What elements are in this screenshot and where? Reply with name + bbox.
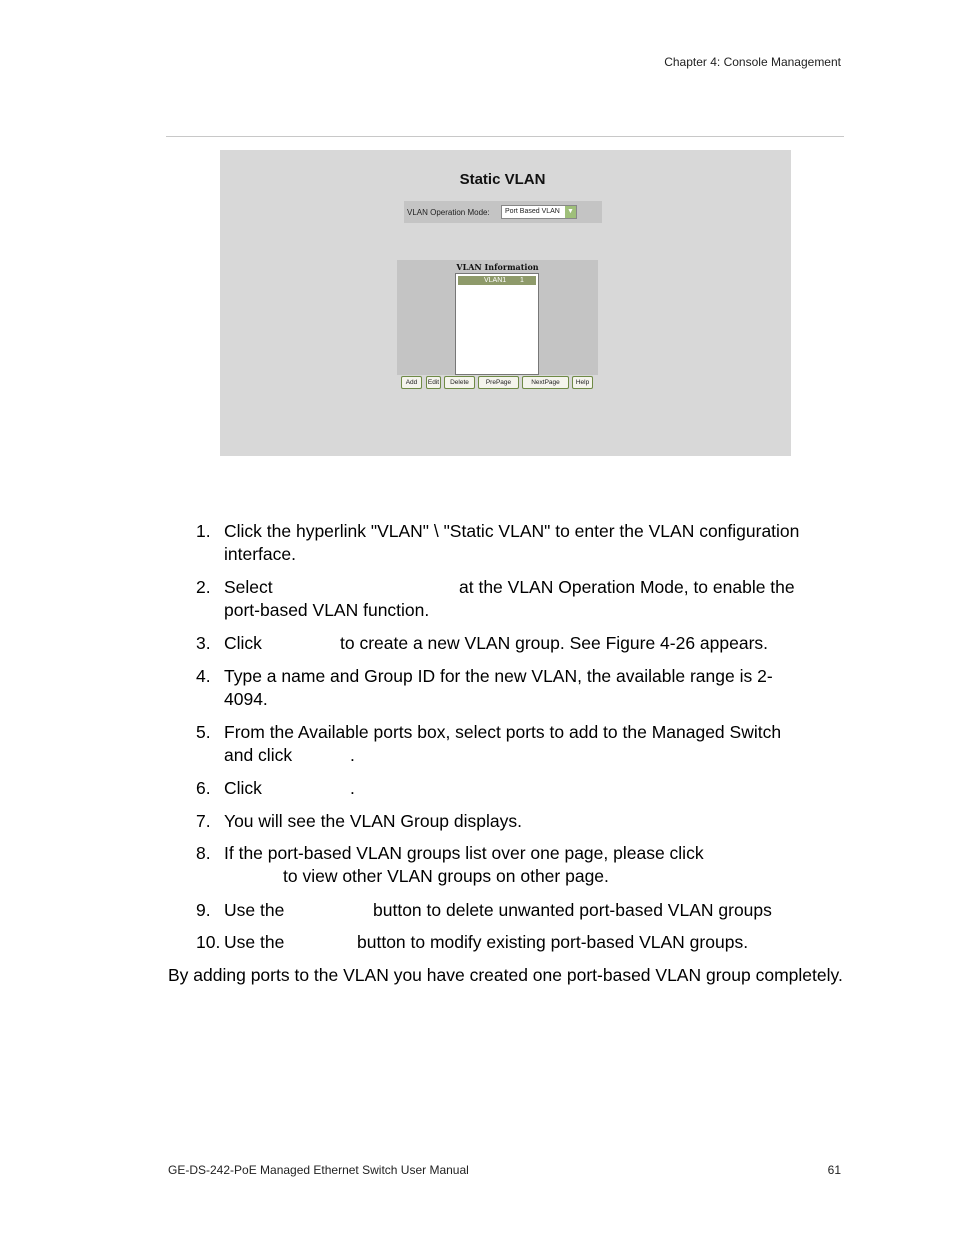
header-divider — [166, 136, 844, 137]
vlan-information-panel — [397, 260, 598, 375]
vlan-listbox[interactable] — [455, 273, 539, 375]
footer-page-number: 61 — [827, 1163, 841, 1177]
delete-button[interactable]: Delete — [444, 376, 475, 389]
vlan-list-item[interactable] — [458, 276, 536, 285]
help-button[interactable]: Help — [572, 376, 593, 389]
screenshot-title: Static VLAN — [459, 171, 546, 188]
vlan-mode-select[interactable] — [501, 205, 577, 219]
footer-manual-title: GE-DS-242-PoE Managed Ethernet Switch User Manual — [168, 1163, 469, 1177]
vlan-mode-bar — [404, 201, 602, 223]
vlan-id: 1 — [520, 277, 524, 284]
vlan-name: VLAN1 — [484, 277, 507, 284]
vlan-mode-label: VLAN Operation Mode: — [407, 208, 490, 217]
vlan-mode-value: Port Based VLAN — [505, 208, 560, 215]
static-vlan-screenshot — [220, 150, 791, 456]
chevron-down-icon[interactable]: ▼ — [565, 206, 576, 218]
vlan-information-title: VLAN Information — [456, 262, 539, 272]
nextpage-button[interactable]: NextPage — [522, 376, 569, 389]
chapter-header: Chapter 4: Console Management — [664, 55, 841, 69]
add-button[interactable]: Add — [401, 376, 422, 389]
prepage-button[interactable]: PrePage — [478, 376, 519, 389]
edit-button[interactable]: Edit — [426, 376, 441, 389]
closing-paragraph: By adding ports to the VLAN you have created one port-based VLAN group completely. — [168, 965, 843, 985]
